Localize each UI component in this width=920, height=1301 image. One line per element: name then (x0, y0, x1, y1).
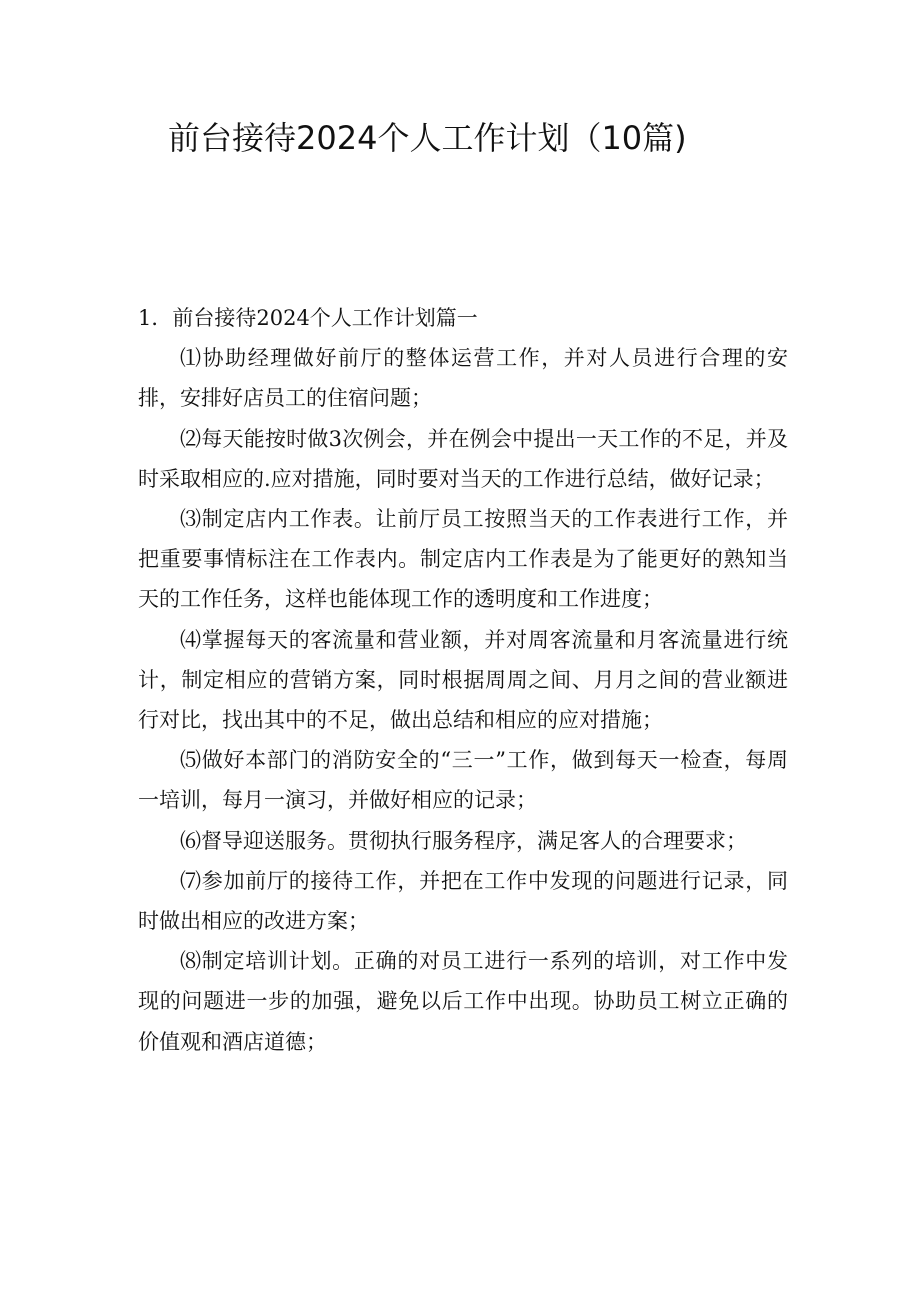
list-item: ⑴协助经理做好前厅的整体运营工作，并对人员进行合理的安排，安排好店员工的住宿问题； (138, 346, 788, 411)
list-item: ⑵每天能按时做3次例会，并在例会中提出一天工作的不足，并及时采取相应的.应对措施，同时要对当天的工作进行总结，做好记录； (138, 426, 788, 491)
document-body (138, 298, 788, 1062)
list-item: ⑹督导迎送服务。贯彻执行服务程序，满足客人的合理要求； (180, 828, 747, 853)
section-heading: 1．前台接待2024个人工作计划篇一 (138, 306, 478, 330)
list-item: ⑸做好本部门的消防安全的“三一”工作，做到每天一检查，每周一培训，每月一演习，并做好相应的记录； (138, 748, 788, 813)
list-item: ⑷掌握每天的客流量和营业额，并对周客流量和月客流量进行统计，制定相应的营销方案，同时根据周周之间、月月之间的营业额进行对比，找出其中的不足，做出总结和相应的应对措施； (138, 627, 788, 733)
document-title: 前台接待2024个人工作计划（10篇) (168, 119, 687, 157)
list-item: ⑺参加前厅的接待工作，并把在工作中发现的问题进行记录，同时做出相应的改进方案； (138, 868, 788, 934)
list-item: ⑶制定店内工作表。让前厅员工按照当天的工作表进行工作，并把重要事情标注在工作表内。制定店内工作表是为了能更好的熟知当天的工作任务，这样也能体现工作的透明度和工作进度； (138, 507, 788, 612)
list-item: ⑻制定培训计划。正确的对员工进行一系列的培训，对工作中发现的问题进一步的加强，避免以后工作中出现。协助员工树立正确的价值观和酒店道德； (138, 949, 788, 1054)
